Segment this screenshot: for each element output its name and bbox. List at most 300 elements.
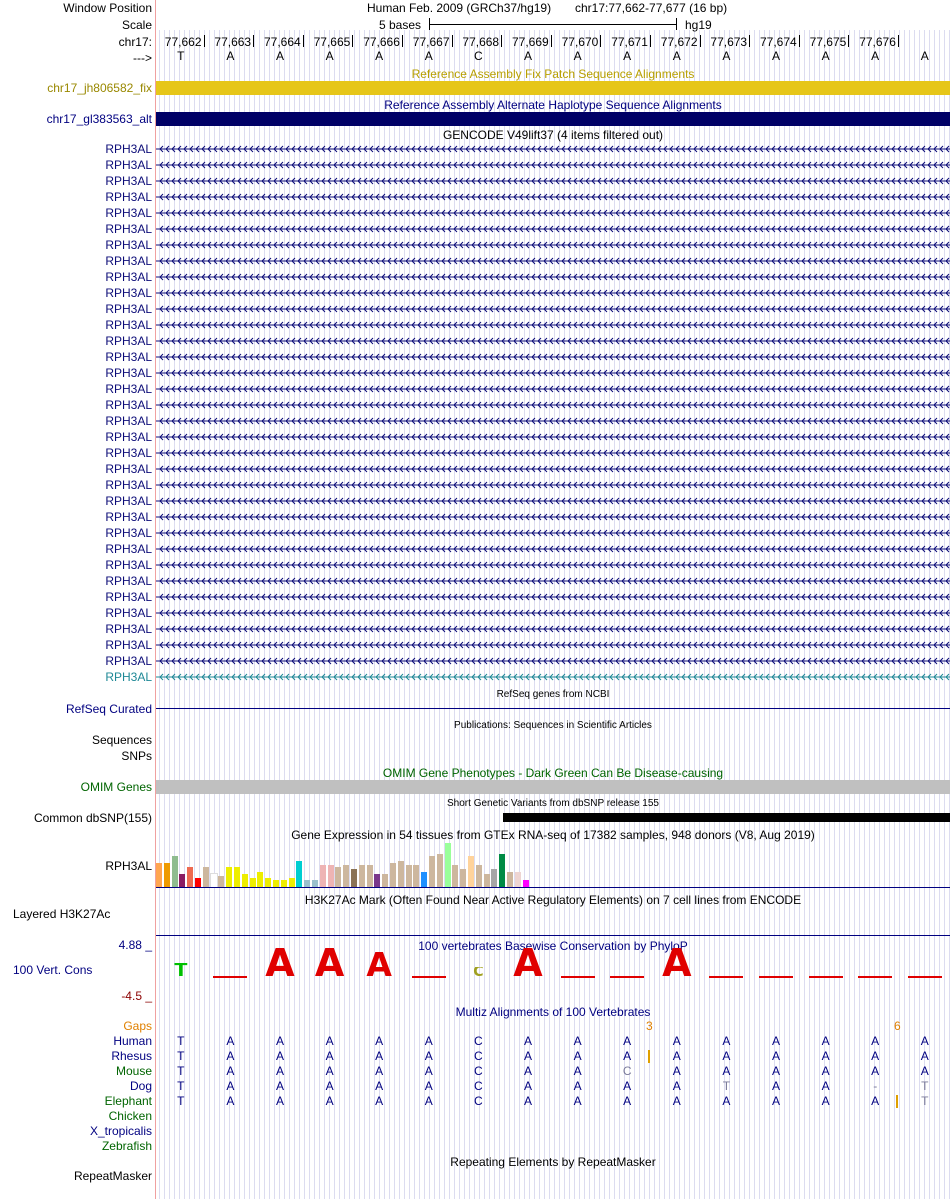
gencode-transcript[interactable] xyxy=(156,399,950,411)
h3k27ac-label[interactable]: Layered H3K27Ac xyxy=(13,907,111,921)
scale-bar xyxy=(429,24,677,25)
intron-line-svg xyxy=(156,479,950,491)
gencode-transcript-label[interactable]: RPH3AL xyxy=(105,190,152,204)
dbsnp-label[interactable]: Common dbSNP(155) xyxy=(33,811,152,825)
reference-base: C xyxy=(474,49,483,63)
gencode-transcript[interactable] xyxy=(156,607,950,619)
intron-line-svg xyxy=(156,431,950,443)
phylop-base-logo[interactable] xyxy=(858,976,892,978)
multiz-base: A xyxy=(375,1064,384,1078)
gencode-transcript-label[interactable]: RPH3AL xyxy=(105,430,152,444)
multiz-base: A xyxy=(573,1064,582,1078)
alt-haplotype-alignment-bar[interactable] xyxy=(156,112,950,126)
multiz-gap-count: 3 xyxy=(646,1019,653,1033)
gtex-tissue-bar[interactable] xyxy=(164,863,170,887)
reference-base: A xyxy=(226,49,235,63)
gtex-tissue-bar[interactable] xyxy=(281,880,287,887)
gencode-transcript[interactable] xyxy=(156,351,950,363)
repeatmasker-label[interactable]: RepeatMasker xyxy=(73,1169,152,1183)
gtex-tissue-bar[interactable] xyxy=(413,865,419,887)
intron-line-svg xyxy=(156,303,950,315)
omim-title: OMIM Gene Phenotypes - Dark Green Can Be Disease-causing xyxy=(382,766,724,780)
intron-line-svg xyxy=(156,607,950,619)
gtex-tissue-bar[interactable] xyxy=(390,863,396,887)
multiz-base: C xyxy=(474,1049,483,1063)
intron-line-svg xyxy=(156,655,950,667)
gtex-label[interactable]: RPH3AL xyxy=(105,859,152,873)
phylop-base-logo[interactable] xyxy=(709,976,743,978)
phylop-base-logo[interactable] xyxy=(610,976,644,978)
multiz-species-label[interactable]: Rhesus xyxy=(111,1049,152,1063)
multiz-title: Multiz Alignments of 100 Vertebrates xyxy=(455,1005,651,1019)
gencode-transcript-label[interactable]: RPH3AL xyxy=(105,270,152,284)
intron-line-svg xyxy=(156,527,950,539)
gtex-tissue-bar[interactable] xyxy=(312,880,318,887)
gtex-tissue-bar[interactable] xyxy=(445,843,451,887)
gencode-transcript[interactable] xyxy=(156,175,950,187)
multiz-base: T xyxy=(177,1064,185,1078)
track-image-area[interactable] xyxy=(156,0,950,1199)
snps-label[interactable]: SNPs xyxy=(121,749,152,763)
refseq-label[interactable]: RefSeq Curated xyxy=(65,702,152,716)
intron-line-svg xyxy=(156,383,950,395)
gencode-transcript[interactable] xyxy=(156,543,950,555)
gtex-tissue-bar[interactable] xyxy=(273,880,279,887)
gtex-tissue-bar[interactable] xyxy=(382,874,388,887)
ruler-tick xyxy=(700,35,701,47)
gencode-transcript[interactable] xyxy=(156,191,950,203)
phylop-base-logo[interactable]: C xyxy=(473,967,484,978)
fix-patch-title: Reference Assembly Fix Patch Sequence Alignments xyxy=(411,67,695,81)
fix-patch-alignment-bar[interactable] xyxy=(156,81,950,95)
intron-line-svg xyxy=(156,271,950,283)
position-text: chr17:77,662-77,677 (16 bp) xyxy=(575,1,728,15)
gencode-transcript-label[interactable]: RPH3AL xyxy=(105,414,152,428)
ruler-tick xyxy=(204,35,205,47)
h3k27ac-title: H3K27Ac Mark (Often Found Near Active Regulatory Elements) on 7 cell lines from ENCODE xyxy=(304,893,802,907)
phylop-base-logo[interactable]: A xyxy=(662,948,692,978)
multiz-base: A xyxy=(821,1034,830,1048)
gencode-transcript[interactable] xyxy=(156,335,950,347)
multiz-base: A xyxy=(523,1034,533,1048)
gtex-tissue-bar[interactable] xyxy=(468,856,474,887)
phylop-title: 100 vertebrates Basewise Conservation by PhyloP xyxy=(418,939,688,953)
intron-line-svg xyxy=(156,623,950,635)
intron-line-svg xyxy=(156,351,950,363)
phylop-logo[interactable] xyxy=(156,948,950,982)
multiz-base: A xyxy=(424,1034,433,1048)
multiz-base: A xyxy=(424,1064,433,1078)
multiz-base: A xyxy=(226,1064,235,1078)
multiz-base: A xyxy=(325,1034,334,1048)
reference-base: A xyxy=(523,49,533,63)
gencode-transcript-label[interactable]: RPH3AL xyxy=(105,158,152,172)
multiz-base: C xyxy=(474,1034,483,1048)
dbsnp-title: Short Genetic Variants from dbSNP release 155 xyxy=(447,798,659,809)
gencode-transcript-label[interactable]: RPH3AL xyxy=(105,446,152,460)
multiz-base: A xyxy=(375,1049,384,1063)
multiz-species-label[interactable]: X_tropicalis xyxy=(89,1124,152,1138)
intron-line-svg xyxy=(156,559,950,571)
gtex-tissue-bar[interactable] xyxy=(203,867,209,887)
multiz-base: A xyxy=(920,1049,929,1063)
gencode-transcript-label[interactable]: RPH3AL xyxy=(105,334,152,348)
intron-line-svg xyxy=(156,495,950,507)
reference-base: A xyxy=(623,49,632,63)
track-labels-pane xyxy=(0,0,155,1199)
gtex-tissue-bar[interactable] xyxy=(484,874,490,887)
intron-line-svg xyxy=(156,543,950,555)
gencode-transcript-label[interactable]: RPH3AL xyxy=(105,654,152,668)
gencode-transcript[interactable] xyxy=(156,287,950,299)
gencode-transcript[interactable] xyxy=(156,495,950,507)
reference-base: A xyxy=(821,49,830,63)
gencode-transcript[interactable] xyxy=(156,271,950,283)
gtex-tissue-bar[interactable] xyxy=(226,867,232,887)
gencode-transcript-label[interactable]: RPH3AL xyxy=(105,542,152,556)
ruler-tick-label: 77,673 xyxy=(710,35,748,49)
multiz-gaps-label: Gaps xyxy=(123,1019,152,1033)
multiz-base: A xyxy=(722,1049,731,1063)
multiz-base: A xyxy=(871,1034,880,1048)
refseq-title: RefSeq genes from NCBI xyxy=(496,689,610,700)
intron-line-svg xyxy=(156,191,950,203)
gencode-transcript[interactable] xyxy=(156,383,950,395)
phylop-base-logo[interactable] xyxy=(759,976,793,978)
assembly-title: Human Feb. 2009 (GRCh37/hg19) xyxy=(367,1,552,15)
intron-line-svg xyxy=(156,463,950,475)
reference-base: A xyxy=(573,49,582,63)
phylop-base-logo[interactable] xyxy=(561,976,595,978)
gencode-transcript-label[interactable]: RPH3AL xyxy=(105,558,152,572)
gencode-transcript-label[interactable]: RPH3AL xyxy=(105,238,152,252)
fix-patch-label[interactable]: chr17_jh806582_fix xyxy=(47,81,152,95)
gencode-transcript-label[interactable]: RPH3AL xyxy=(105,174,152,188)
ruler-tick xyxy=(749,35,750,47)
gtex-tissue-bar[interactable] xyxy=(523,880,529,887)
gencode-transcript-label[interactable]: RPH3AL xyxy=(105,510,152,524)
gencode-transcript-label[interactable]: RPH3AL xyxy=(105,494,152,508)
gencode-transcript[interactable] xyxy=(156,559,950,571)
multiz-base: A xyxy=(424,1049,433,1063)
gencode-transcript-label[interactable]: RPH3AL xyxy=(105,398,152,412)
scale-bases-text: 5 bases xyxy=(379,18,422,32)
gencode-title: GENCODE V49lift37 (4 items filtered out) xyxy=(442,128,664,142)
ruler-tick xyxy=(352,35,353,47)
ruler-tick xyxy=(600,35,601,47)
intron-line-svg xyxy=(156,415,950,427)
gtex-tissue-bar[interactable] xyxy=(234,867,240,887)
gtex-tissue-bar[interactable] xyxy=(179,874,185,887)
intron-line-svg xyxy=(156,447,950,459)
gtex-tissue-bar[interactable] xyxy=(289,878,295,887)
intron-line-svg xyxy=(156,143,950,155)
intron-line-svg xyxy=(156,639,950,651)
ruler-tick xyxy=(501,35,502,47)
gencode-transcript[interactable] xyxy=(156,639,950,651)
gtex-tissue-bar[interactable] xyxy=(195,878,201,887)
ruler-tick-label: 77,664 xyxy=(264,35,301,49)
gencode-transcript[interactable] xyxy=(156,511,950,523)
reference-base: A xyxy=(722,49,731,63)
ruler-tick xyxy=(303,35,304,47)
ruler-tick-label: 77,662 xyxy=(164,35,202,49)
gtex-tissue-bar[interactable] xyxy=(343,865,349,887)
gencode-transcript-label[interactable]: RPH3AL xyxy=(105,670,152,684)
gencode-transcript[interactable] xyxy=(156,143,950,155)
multiz-base: C xyxy=(474,1064,483,1078)
scale-label: Scale xyxy=(121,18,152,32)
multiz-base: A xyxy=(771,1049,781,1063)
phylop-base-logo[interactable] xyxy=(809,976,843,978)
omim-label[interactable]: OMIM Genes xyxy=(80,780,152,794)
multiz-base: T xyxy=(177,1034,185,1048)
gencode-transcript[interactable] xyxy=(156,159,950,171)
gencode-transcript-label[interactable]: RPH3AL xyxy=(105,350,152,364)
gencode-transcript[interactable] xyxy=(156,527,950,539)
ruler-tick xyxy=(452,35,453,47)
window-position-label: Window Position xyxy=(63,1,152,15)
multiz-base: T xyxy=(177,1049,185,1063)
multiz-base: A xyxy=(226,1049,235,1063)
gtex-baseline xyxy=(156,887,950,888)
gtex-tissue-bar[interactable] xyxy=(515,872,521,887)
gencode-transcript[interactable] xyxy=(156,591,950,603)
gencode-transcript[interactable] xyxy=(156,255,950,267)
intron-line-svg xyxy=(156,575,950,587)
gtex-tissue-bar[interactable] xyxy=(296,861,302,887)
alt-haplotype-title: Reference Assembly Alternate Haplotype Sequence Alignments xyxy=(384,98,722,112)
scale-bar-right-tick xyxy=(676,18,677,30)
ruler-tick xyxy=(253,35,254,47)
gencode-transcript[interactable] xyxy=(156,319,950,331)
phylop-max-label: 4.88 _ xyxy=(118,938,152,952)
phylop-min-label: -4.5 _ xyxy=(121,989,152,1003)
multiz-base: A xyxy=(226,1034,235,1048)
ruler-tick-label: 77,671 xyxy=(611,35,648,49)
reference-base: A xyxy=(672,49,681,63)
gencode-transcript-label[interactable]: RPH3AL xyxy=(105,638,152,652)
intron-line-svg xyxy=(156,207,950,219)
gtex-tissue-bar[interactable] xyxy=(328,865,334,887)
multiz-species-label[interactable]: Human xyxy=(113,1034,152,1048)
omim-gene-bar[interactable] xyxy=(156,780,950,794)
intron-line-svg xyxy=(156,367,950,379)
intron-line-svg xyxy=(156,287,950,299)
gencode-transcript[interactable] xyxy=(156,303,950,315)
intron-line-svg xyxy=(156,335,950,347)
ruler-tick-label: 77,672 xyxy=(660,35,698,49)
gtex-tissue-bar[interactable] xyxy=(398,861,404,887)
gtex-tissue-bar[interactable] xyxy=(374,874,380,887)
h3k27ac-baseline xyxy=(156,935,950,936)
gencode-transcript-label[interactable]: RPH3AL xyxy=(105,142,152,156)
gencode-transcript-label[interactable]: RPH3AL xyxy=(105,382,152,396)
gencode-transcript[interactable] xyxy=(156,207,950,219)
gtex-title: Gene Expression in 54 tissues from GTEx RNA-seq of 17382 samples, 948 donors (V8, Aug 2019) xyxy=(291,828,815,842)
gencode-transcript[interactable] xyxy=(156,671,950,683)
ruler-tick-label: 77,666 xyxy=(363,35,400,49)
gtex-tissue-bar[interactable] xyxy=(250,878,256,887)
gencode-transcript-label[interactable]: RPH3AL xyxy=(105,606,152,620)
multiz-base: A xyxy=(672,1034,681,1048)
intron-line-svg xyxy=(156,399,950,411)
gtex-tissue-bar[interactable] xyxy=(507,872,513,887)
gencode-transcript-label[interactable]: RPH3AL xyxy=(105,318,152,332)
gtex-bar-chart[interactable] xyxy=(156,842,950,887)
sequences-label[interactable]: Sequences xyxy=(91,733,152,747)
intron-line-svg xyxy=(156,671,950,683)
reference-base: A xyxy=(920,49,929,63)
gtex-tissue-bar[interactable] xyxy=(218,876,224,887)
intron-line-svg xyxy=(156,255,950,267)
ruler-tick xyxy=(848,35,849,47)
ruler-tick-label: 77,665 xyxy=(313,35,351,49)
gencode-transcript-label[interactable]: RPH3AL xyxy=(105,286,152,300)
gtex-tissue-bar[interactable] xyxy=(437,854,443,887)
gencode-transcript[interactable] xyxy=(156,463,950,475)
gencode-transcript[interactable] xyxy=(156,479,950,491)
gtex-tissue-bar[interactable] xyxy=(211,874,217,887)
gtex-tissue-bar[interactable] xyxy=(491,869,497,887)
publications-title: Publications: Sequences in Scientific Articles xyxy=(454,720,652,731)
gencode-transcript-label[interactable]: RPH3AL xyxy=(105,222,152,236)
intron-line-svg xyxy=(156,175,950,187)
gencode-transcript[interactable] xyxy=(156,223,950,235)
multiz-base: A xyxy=(325,1064,334,1078)
phylop-base-logo[interactable]: A xyxy=(366,952,392,978)
gencode-transcript[interactable] xyxy=(156,447,950,459)
gencode-transcript[interactable] xyxy=(156,623,950,635)
gtex-tissue-bar[interactable] xyxy=(187,867,193,887)
gtex-tissue-bar[interactable] xyxy=(499,854,505,887)
phylop-base-logo[interactable]: T xyxy=(174,963,188,978)
gencode-transcript-label[interactable]: RPH3AL xyxy=(105,254,152,268)
alt-haplotype-label[interactable]: chr17_gl383563_alt xyxy=(46,112,152,126)
phylop-base-logo[interactable]: A xyxy=(314,948,345,978)
reference-base: A xyxy=(871,49,880,63)
ruler-tick-label: 77,674 xyxy=(760,35,797,49)
gtex-tissue-bar[interactable] xyxy=(359,865,365,887)
multiz-base: A xyxy=(275,1064,285,1078)
multiz-species-label[interactable]: Elephant xyxy=(104,1094,152,1108)
intron-line-svg xyxy=(156,319,950,331)
gtex-tissue-bar[interactable] xyxy=(172,856,178,887)
gtex-tissue-bar[interactable] xyxy=(460,869,466,887)
intron-line-svg xyxy=(156,159,950,171)
chrom-label: chr17: xyxy=(118,35,152,49)
gencode-transcript[interactable] xyxy=(156,575,950,587)
multiz-species-label[interactable]: Zebrafish xyxy=(101,1139,152,1153)
phylop-label[interactable]: 100 Vert. Cons xyxy=(13,963,93,977)
multiz-base: A xyxy=(722,1034,731,1048)
gencode-transcript-label[interactable]: RPH3AL xyxy=(105,622,152,636)
gtex-tissue-bar[interactable] xyxy=(367,865,373,887)
multiz-base: A xyxy=(672,1049,681,1063)
phylop-base-logo[interactable] xyxy=(213,976,247,978)
dbsnp-variant-bar[interactable] xyxy=(503,813,950,822)
ruler-tick xyxy=(898,35,899,47)
gtex-tissue-bar[interactable] xyxy=(351,869,357,887)
ruler-tick xyxy=(551,35,552,47)
gtex-tissue-bar[interactable] xyxy=(429,856,435,887)
gtex-tissue-bar[interactable] xyxy=(304,880,310,887)
ruler-tick-label: 77,668 xyxy=(462,35,500,49)
gtex-tissue-bar[interactable] xyxy=(406,865,412,887)
gencode-transcript-label[interactable]: RPH3AL xyxy=(105,478,152,492)
scale-db-text: hg19 xyxy=(685,18,712,32)
ruler-tick-label: 77,675 xyxy=(809,35,847,49)
multiz-base: A xyxy=(920,1034,929,1048)
multiz-base: A xyxy=(523,1064,533,1078)
multiz-base: A xyxy=(275,1034,285,1048)
gtex-tissue-bar[interactable] xyxy=(320,865,326,887)
gencode-transcript-label[interactable]: RPH3AL xyxy=(105,206,152,220)
ruler-tick-label: 77,663 xyxy=(214,35,252,49)
multiz-base: A xyxy=(523,1049,533,1063)
gtex-tissue-bar[interactable] xyxy=(452,865,458,887)
phylop-base-logo[interactable]: A xyxy=(265,948,295,978)
gencode-transcript[interactable] xyxy=(156,431,950,443)
phylop-base-logo[interactable] xyxy=(412,976,446,978)
gencode-transcript[interactable] xyxy=(156,239,950,251)
gtex-tissue-bar[interactable] xyxy=(257,872,263,887)
gtex-tissue-bar[interactable] xyxy=(265,878,271,887)
phylop-base-logo[interactable] xyxy=(908,976,942,978)
multiz-species-label[interactable]: Dog xyxy=(129,1079,152,1093)
reference-base: A xyxy=(375,49,384,63)
intron-line-svg xyxy=(156,223,950,235)
gtex-tissue-bar[interactable] xyxy=(335,867,341,887)
reference-base: A xyxy=(275,49,285,63)
multiz-base: A xyxy=(871,1049,880,1063)
gencode-transcript-label[interactable]: RPH3AL xyxy=(105,574,152,588)
gtex-tissue-bar[interactable] xyxy=(242,874,248,887)
ruler-tick xyxy=(799,35,800,47)
reference-base: A xyxy=(771,49,781,63)
gencode-transcript-label[interactable]: RPH3AL xyxy=(105,526,152,540)
phylop-base-logo[interactable]: A xyxy=(513,948,543,978)
multiz-species-label[interactable]: Chicken xyxy=(108,1109,152,1123)
gencode-transcript-label[interactable]: RPH3AL xyxy=(105,462,152,476)
ruler-tick xyxy=(650,35,651,47)
intron-line-svg xyxy=(156,511,950,523)
multiz-base: A xyxy=(573,1049,582,1063)
ruler-tick xyxy=(402,35,403,47)
gencode-transcript[interactable] xyxy=(156,367,950,379)
reference-base: T xyxy=(177,49,185,63)
multiz-base: A xyxy=(623,1049,632,1063)
gencode-transcript[interactable] xyxy=(156,415,950,427)
gencode-transcript-label[interactable]: RPH3AL xyxy=(105,366,152,380)
gencode-transcript-label[interactable]: RPH3AL xyxy=(105,302,152,316)
reference-base: A xyxy=(424,49,433,63)
ruler-tick-label: 77,670 xyxy=(561,35,599,49)
multiz-base: A xyxy=(573,1034,582,1048)
gencode-transcript[interactable] xyxy=(156,655,950,667)
multiz-base: A xyxy=(623,1034,632,1048)
gtex-tissue-bar[interactable] xyxy=(156,863,162,887)
gtex-tissue-bar[interactable] xyxy=(476,865,482,887)
refseq-intron-line[interactable] xyxy=(156,708,950,709)
multiz-base: A xyxy=(771,1034,781,1048)
gtex-tissue-bar[interactable] xyxy=(421,872,427,887)
multiz-base: A xyxy=(275,1049,285,1063)
multiz-species-label[interactable]: Mouse xyxy=(115,1064,152,1078)
multiz-base: A xyxy=(325,1049,334,1063)
reference-base: A xyxy=(325,49,334,63)
gencode-transcript-label[interactable]: RPH3AL xyxy=(105,590,152,604)
